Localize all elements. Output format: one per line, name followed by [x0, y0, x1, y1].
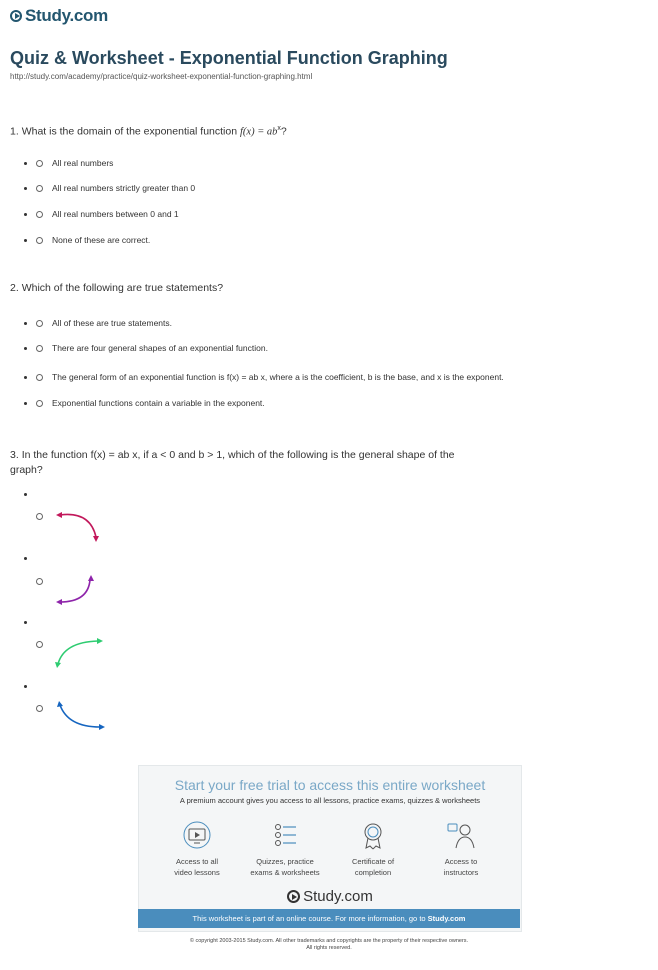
option-label: The general form of an exponential function is f(x) = ab x, where a is the coefficient, b is the base, and x is the exponent. — [52, 372, 504, 382]
bullet-icon — [24, 402, 27, 405]
bullet-icon — [24, 376, 27, 379]
option-label: All of these are true statements. — [52, 318, 173, 328]
feature-line: Quizzes, practice — [256, 857, 314, 866]
question-3 — [10, 448, 455, 478]
question-text-continued: graph? — [10, 464, 43, 476]
option-label: All real numbers between 0 and 1 — [52, 209, 179, 219]
radio-button[interactable] — [36, 345, 43, 352]
copyright-line: © copyright 2003-2015 Study.com. All other trademarks and copyrights are the property of their respective owners. — [189, 938, 469, 944]
video-lesson-icon — [182, 820, 212, 850]
question-2 — [10, 281, 223, 296]
radio-button[interactable] — [36, 185, 43, 192]
option-label: None of these are correct. — [52, 235, 151, 245]
study-logo[interactable] — [10, 6, 108, 26]
formula-exponent: x — [277, 125, 281, 132]
curve-decreasing-down-icon — [50, 505, 110, 545]
promo-logo-text: Study.com — [303, 888, 373, 905]
option-q2-b[interactable] — [24, 343, 268, 353]
play-circle-icon — [10, 10, 22, 22]
radio-button[interactable] — [36, 320, 43, 327]
bullet-icon — [24, 685, 27, 688]
page-title: Quiz & Worksheet - Exponential Function Graphing — [10, 48, 448, 68]
option-q2-d[interactable] — [24, 398, 265, 408]
question-text: Which of the following are true statements? — [21, 282, 224, 294]
bullet-icon — [24, 213, 27, 216]
question-text: What is the domain of the exponential function — [21, 125, 240, 138]
question-number: 3. — [10, 449, 19, 461]
logo-text: Study.com — [25, 6, 108, 25]
option-q1-c[interactable] — [24, 209, 179, 219]
question-1 — [10, 121, 287, 140]
option-q1-b[interactable] — [24, 183, 195, 193]
radio-button[interactable] — [36, 237, 43, 244]
promo-headline[interactable]: Start your free trial to access this entire worksheet — [174, 777, 486, 793]
bullet-icon — [24, 347, 27, 350]
page-url: http://study.com/academy/practice/quiz-worksheet-exponential-function-graphing.html — [10, 72, 313, 81]
instructor-icon — [446, 820, 476, 850]
play-circle-icon — [287, 890, 300, 903]
free-trial-panel — [138, 765, 522, 932]
question-text: In the function f(x) = ab x, if a < 0 and b > 1, which of the following is the general shape of the — [21, 449, 455, 461]
bullet-icon — [24, 621, 27, 624]
radio-button-q3-d[interactable] — [36, 705, 43, 712]
feature-line: Certificate of — [351, 857, 395, 866]
option-q1-d[interactable] — [24, 235, 150, 245]
feature-line: video lessons — [174, 868, 220, 877]
feature-line: Access to all — [175, 857, 219, 866]
question-number: 1. — [10, 125, 19, 138]
bullet-icon — [24, 187, 27, 190]
option-q2-c[interactable] — [24, 372, 504, 382]
curve-decreasing-flat-icon — [50, 697, 110, 737]
feature-line: completion — [354, 868, 392, 877]
question-number: 2. — [10, 282, 19, 294]
bar-text: This worksheet is part of an online course. For more information, go to — [192, 914, 428, 923]
bullet-icon — [24, 493, 27, 496]
feature-quizzes — [245, 820, 325, 878]
radio-button[interactable] — [36, 374, 43, 381]
radio-button[interactable] — [36, 211, 43, 218]
promo-subline: A premium account gives you access to all lessons, practice exams, quizzes & worksheets — [179, 796, 481, 805]
bullet-icon — [24, 322, 27, 325]
option-q2-a[interactable] — [24, 318, 172, 328]
feature-line: instructors — [443, 868, 479, 877]
promo-study-logo[interactable] — [139, 888, 521, 905]
bullet-icon — [24, 557, 27, 560]
radio-button-q3-c[interactable] — [36, 641, 43, 648]
study-link[interactable]: Study.com — [427, 914, 466, 923]
quiz-list-icon — [270, 820, 300, 850]
feature-certificate — [333, 820, 413, 878]
feature-video-lessons — [157, 820, 237, 878]
option-label: All real numbers — [52, 158, 114, 168]
option-label: Exponential functions contain a variable in the exponent. — [52, 398, 265, 408]
bullet-icon — [24, 239, 27, 242]
radio-button[interactable] — [36, 400, 43, 407]
radio-button-q3-a[interactable] — [36, 513, 43, 520]
feature-instructors — [421, 820, 501, 878]
curve-increasing-left-icon — [50, 570, 110, 610]
option-label: There are four general shapes of an exponential function. — [52, 343, 268, 353]
feature-line: Access to — [444, 857, 478, 866]
copyright-footer — [130, 938, 528, 952]
radio-button[interactable] — [36, 160, 43, 167]
certificate-icon — [358, 820, 388, 850]
rights-line: All rights reserved. — [306, 945, 352, 951]
bullet-icon — [24, 162, 27, 165]
formula: f(x) = ab — [240, 126, 278, 138]
radio-button-q3-b[interactable] — [36, 578, 43, 585]
curve-increasing-flat-icon — [50, 632, 110, 672]
question-end: ? — [280, 125, 287, 138]
course-info-bar — [138, 909, 520, 928]
option-label: All real numbers strictly greater than 0 — [52, 183, 196, 193]
feature-line: exams & worksheets — [250, 868, 320, 877]
option-q1-a[interactable] — [24, 158, 113, 168]
